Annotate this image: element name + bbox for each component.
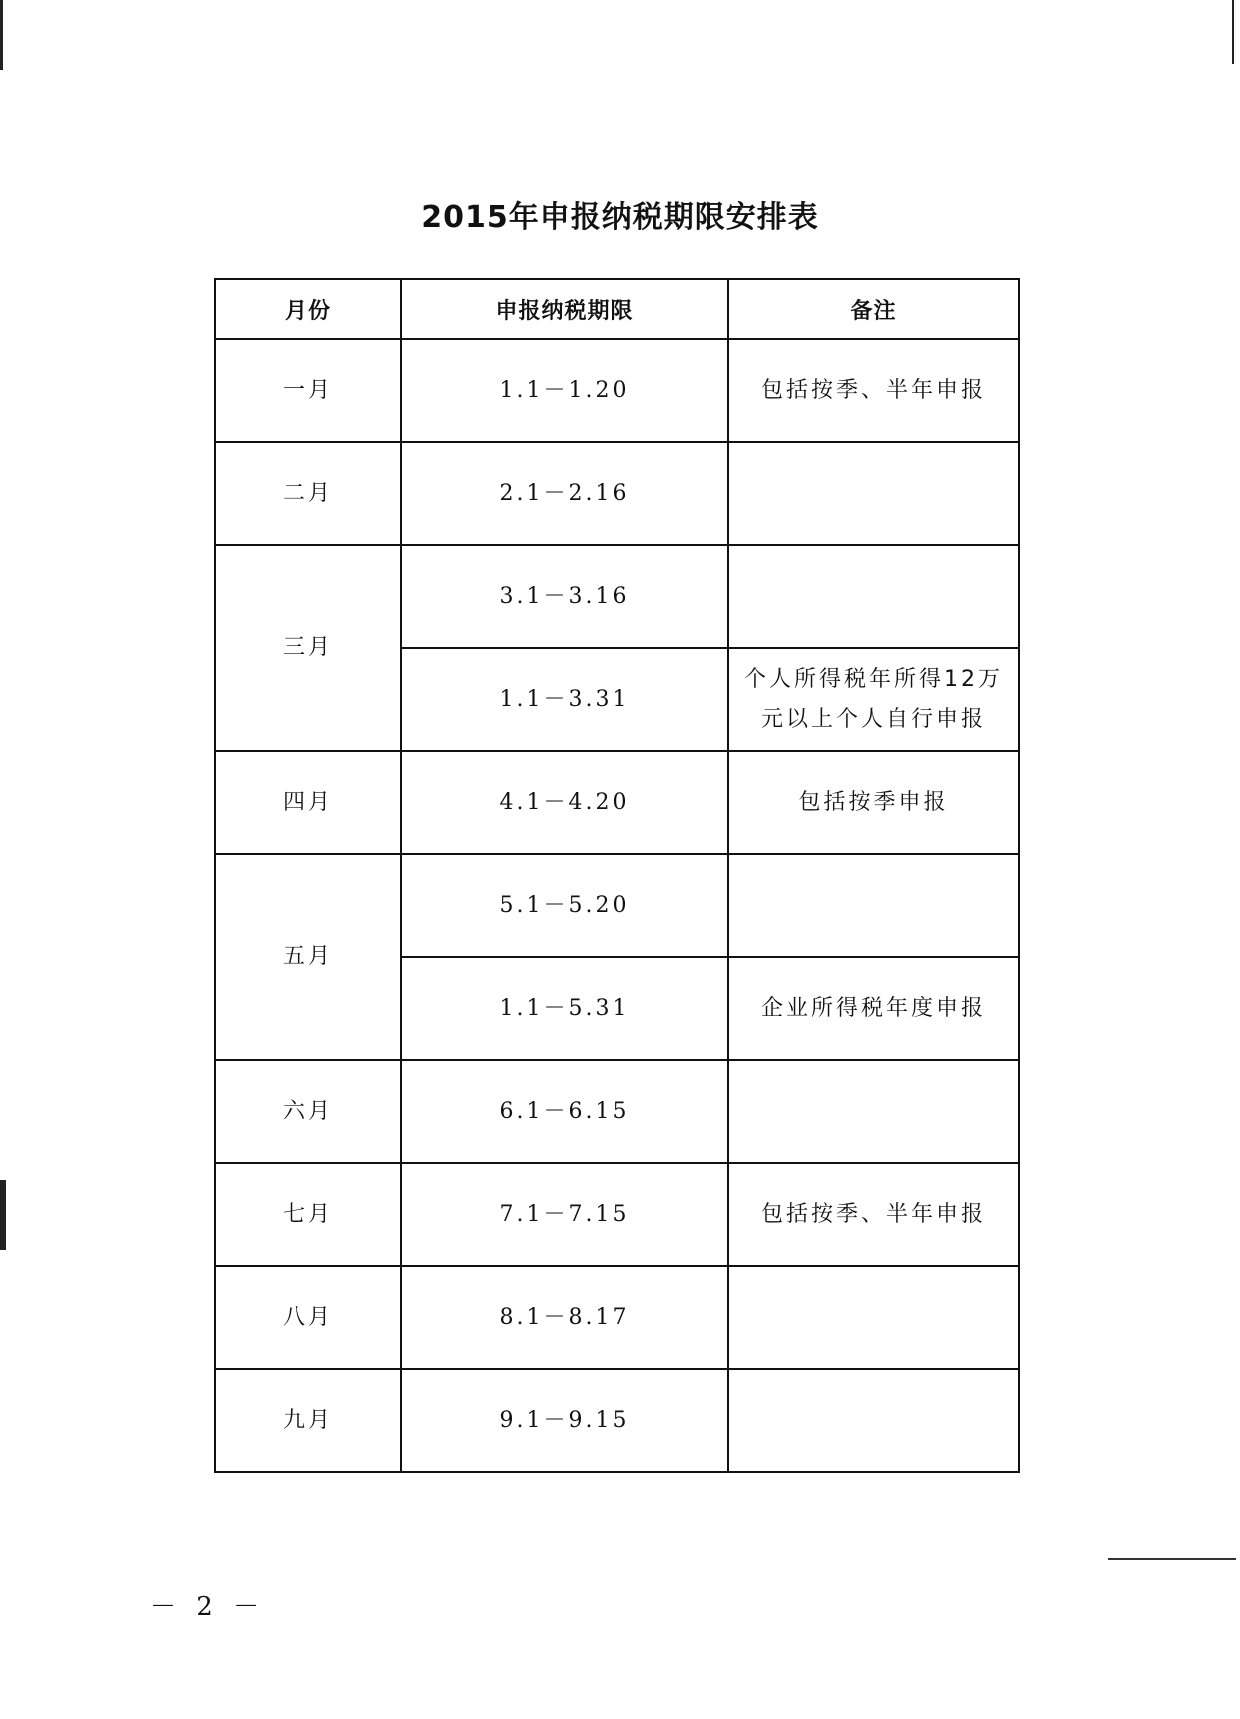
- table-row: [215, 751, 1019, 854]
- tax-deadline-table: [214, 278, 1020, 1473]
- table-row: [215, 1163, 1019, 1266]
- note-cell: [728, 1266, 1019, 1369]
- table-header-row: [215, 279, 1019, 339]
- note-cell: 个人所得税年所得12万元以上个人自行申报: [728, 648, 1019, 751]
- table-row: [215, 1266, 1019, 1369]
- note-cell: 包括按季、半年申报: [728, 1163, 1019, 1266]
- scan-right-edge-line: [1232, 0, 1234, 64]
- note-cell: [728, 854, 1019, 957]
- table-row: [215, 545, 1019, 648]
- month-cell: 九月: [215, 1369, 401, 1472]
- table-row: [215, 339, 1019, 442]
- month-cell: 三月: [215, 545, 401, 751]
- month-cell: 一月: [215, 339, 401, 442]
- month-cell: 八月: [215, 1266, 401, 1369]
- note-cell: 包括按季申报: [728, 751, 1019, 854]
- scan-dash-mark: [1108, 1558, 1236, 1560]
- period-cell: 5.1－5.20: [401, 854, 728, 957]
- header-month: 月份: [215, 279, 401, 339]
- period-cell: 2.1－2.16: [401, 442, 728, 545]
- period-cell: 1.1－3.31: [401, 648, 728, 751]
- page-number: － 2 －: [150, 1592, 266, 1622]
- period-cell: 8.1－8.17: [401, 1266, 728, 1369]
- header-note: 备注: [728, 279, 1019, 339]
- scan-left-edge-line: [0, 0, 3, 70]
- table-row: [215, 442, 1019, 545]
- table-row: [215, 1369, 1019, 1472]
- document-title: 2015年申报纳税期限安排表: [421, 200, 819, 235]
- period-cell: 1.1－1.20: [401, 339, 728, 442]
- period-cell: 4.1－4.20: [401, 751, 728, 854]
- scan-left-edge-line-lower: [0, 1180, 6, 1250]
- month-cell: 七月: [215, 1163, 401, 1266]
- month-cell: 四月: [215, 751, 401, 854]
- note-cell: [728, 442, 1019, 545]
- period-cell: 1.1－5.31: [401, 957, 728, 1060]
- period-cell: 3.1－3.16: [401, 545, 728, 648]
- note-cell: [728, 1060, 1019, 1163]
- period-cell: 7.1－7.15: [401, 1163, 728, 1266]
- note-cell: 包括按季、半年申报: [728, 339, 1019, 442]
- table-row: [215, 854, 1019, 957]
- month-cell: 五月: [215, 854, 401, 1060]
- note-cell: [728, 545, 1019, 648]
- period-cell: 9.1－9.15: [401, 1369, 728, 1472]
- note-cell: [728, 1369, 1019, 1472]
- note-cell: 企业所得税年度申报: [728, 957, 1019, 1060]
- month-cell: 六月: [215, 1060, 401, 1163]
- period-cell: 6.1－6.15: [401, 1060, 728, 1163]
- header-period: 申报纳税期限: [401, 279, 728, 339]
- table-row: [215, 1060, 1019, 1163]
- month-cell: 二月: [215, 442, 401, 545]
